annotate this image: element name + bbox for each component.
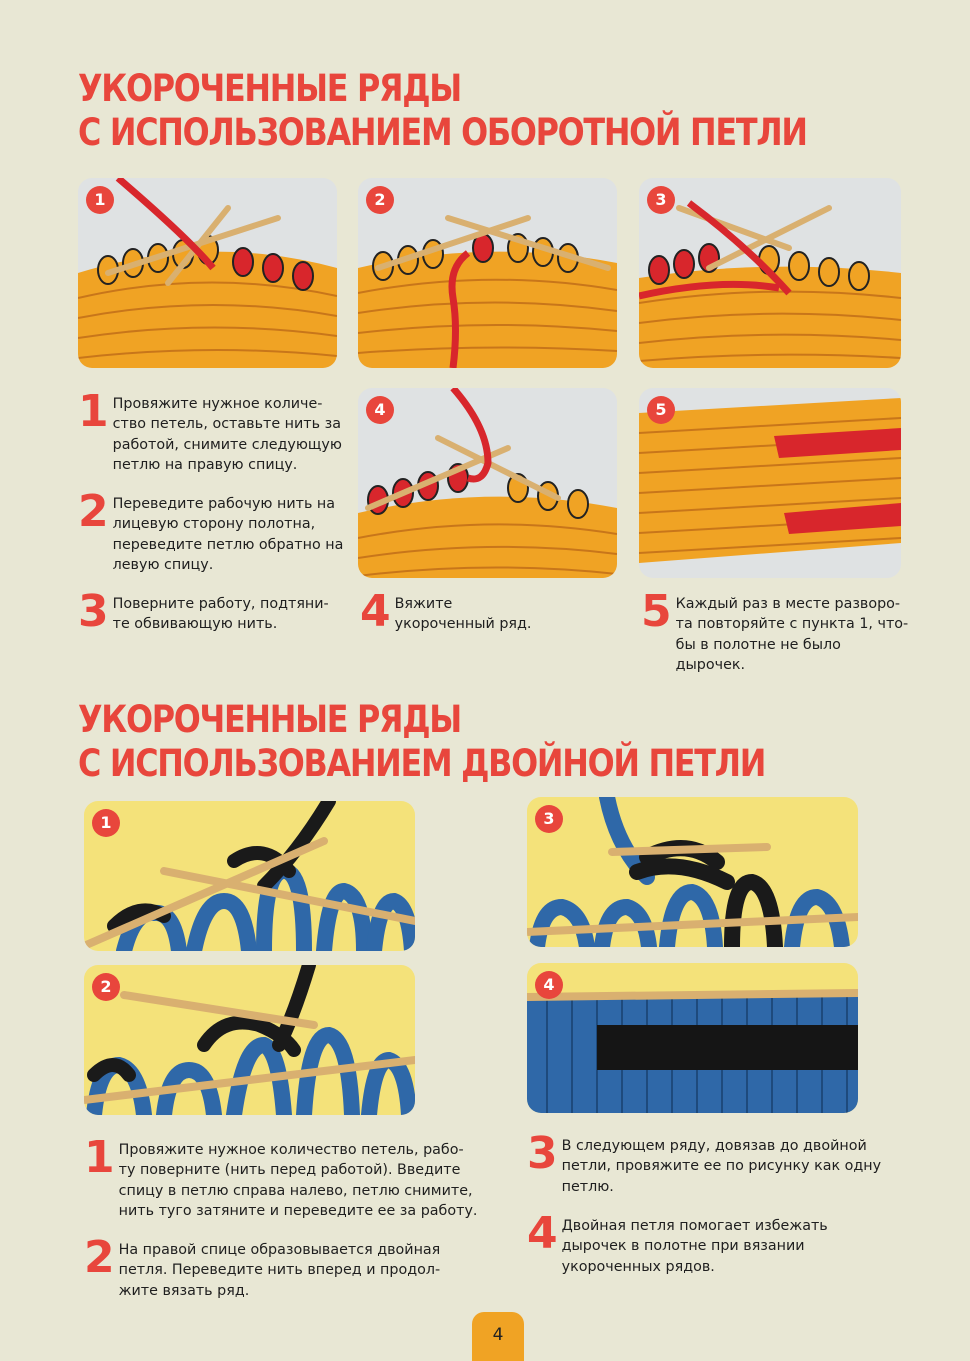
panel-label-3: 3 (535, 805, 563, 833)
step-text: Вяжите укороченный ряд. (394, 596, 532, 633)
step-number: 3 (78, 586, 109, 637)
section2-step-1 (84, 1132, 484, 1221)
step-number: 1 (84, 1132, 115, 1183)
page-number: 4 (472, 1312, 524, 1361)
panel-label-3: 3 (647, 186, 675, 214)
section1-step-1 (78, 386, 348, 475)
double-loop-illustration-1 (84, 801, 415, 951)
step-number: 3 (527, 1128, 558, 1179)
section1-step-3 (78, 586, 348, 637)
step-text: Провяжите нужное количество петель, рабо- ту поверните (нить перед работой). Введите спицу в петлю справа налево, петлю снимите, нить туго затяните и переведите ее за работу. (118, 1142, 478, 1219)
panel-label-4: 4 (535, 971, 563, 999)
knitting-illustration-4 (358, 388, 617, 578)
step-text: В следующем ряду, довязав до двойной петли, провяжите ее по рисунку как одну петлю. (561, 1138, 882, 1195)
panel-label-4: 4 (366, 396, 394, 424)
step-text: Каждый раз в месте разворо- та повторяйте с пункта 1, что- бы в полотне не было дырочек. (675, 596, 909, 673)
section2-title-line2: С ИСПОЛЬЗОВАНИЕМ ДВОЙНОЙ ПЕТЛИ (78, 742, 766, 785)
step-text: Провяжите нужное количе- ство петель, оставьте нить за работой, снимите следующую петлю на правую спицу. (112, 396, 342, 473)
knitting-illustration-5 (639, 388, 901, 578)
step-text: На правой спице образовывается двойная петля. Переведите нить вперед и продол- жите вязать ряд. (118, 1242, 441, 1299)
section1-step-4 (360, 586, 610, 637)
section1-step-2 (78, 486, 353, 575)
step-number: 4 (527, 1208, 558, 1259)
section2-step-3 (527, 1128, 927, 1197)
panel-label-5: 5 (647, 396, 675, 424)
section1-title-line1: УКОРОЧЕННЫЕ РЯДЫ (78, 67, 461, 110)
double-loop-illustration-2 (84, 965, 415, 1115)
section2-title-line1: УКОРОЧЕННЫЕ РЯДЫ (78, 698, 461, 741)
knitting-illustration-3 (639, 178, 901, 368)
step-text: Двойная петля помогает избежать дырочек в полотне при вязании укороченных рядов. (561, 1218, 828, 1275)
step-number: 4 (360, 586, 391, 637)
double-loop-illustration-3 (527, 797, 858, 947)
step-text: Поверните работу, подтяни- те обвивающую нить. (112, 596, 329, 633)
section1-step-5 (641, 586, 911, 675)
double-loop-illustration-4 (527, 963, 858, 1113)
step-number: 2 (78, 486, 109, 537)
knitting-illustration-1 (78, 178, 337, 368)
panel-label-1: 1 (92, 809, 120, 837)
panel-label-1: 1 (86, 186, 114, 214)
section2-step-2 (84, 1232, 484, 1301)
step-text: Переведите рабочую нить на лицевую сторону полотна, переведите петлю обратно на левую спицу. (112, 496, 344, 573)
step-number: 5 (641, 586, 672, 637)
panel-label-2: 2 (366, 186, 394, 214)
panel-label-2: 2 (92, 973, 120, 1001)
section1-title-line2: С ИСПОЛЬЗОВАНИЕМ ОБОРОТНОЙ ПЕТЛИ (78, 111, 807, 154)
section2-step-4 (527, 1208, 927, 1277)
step-number: 2 (84, 1232, 115, 1283)
knitting-illustration-2 (358, 178, 617, 368)
step-number: 1 (78, 386, 109, 437)
